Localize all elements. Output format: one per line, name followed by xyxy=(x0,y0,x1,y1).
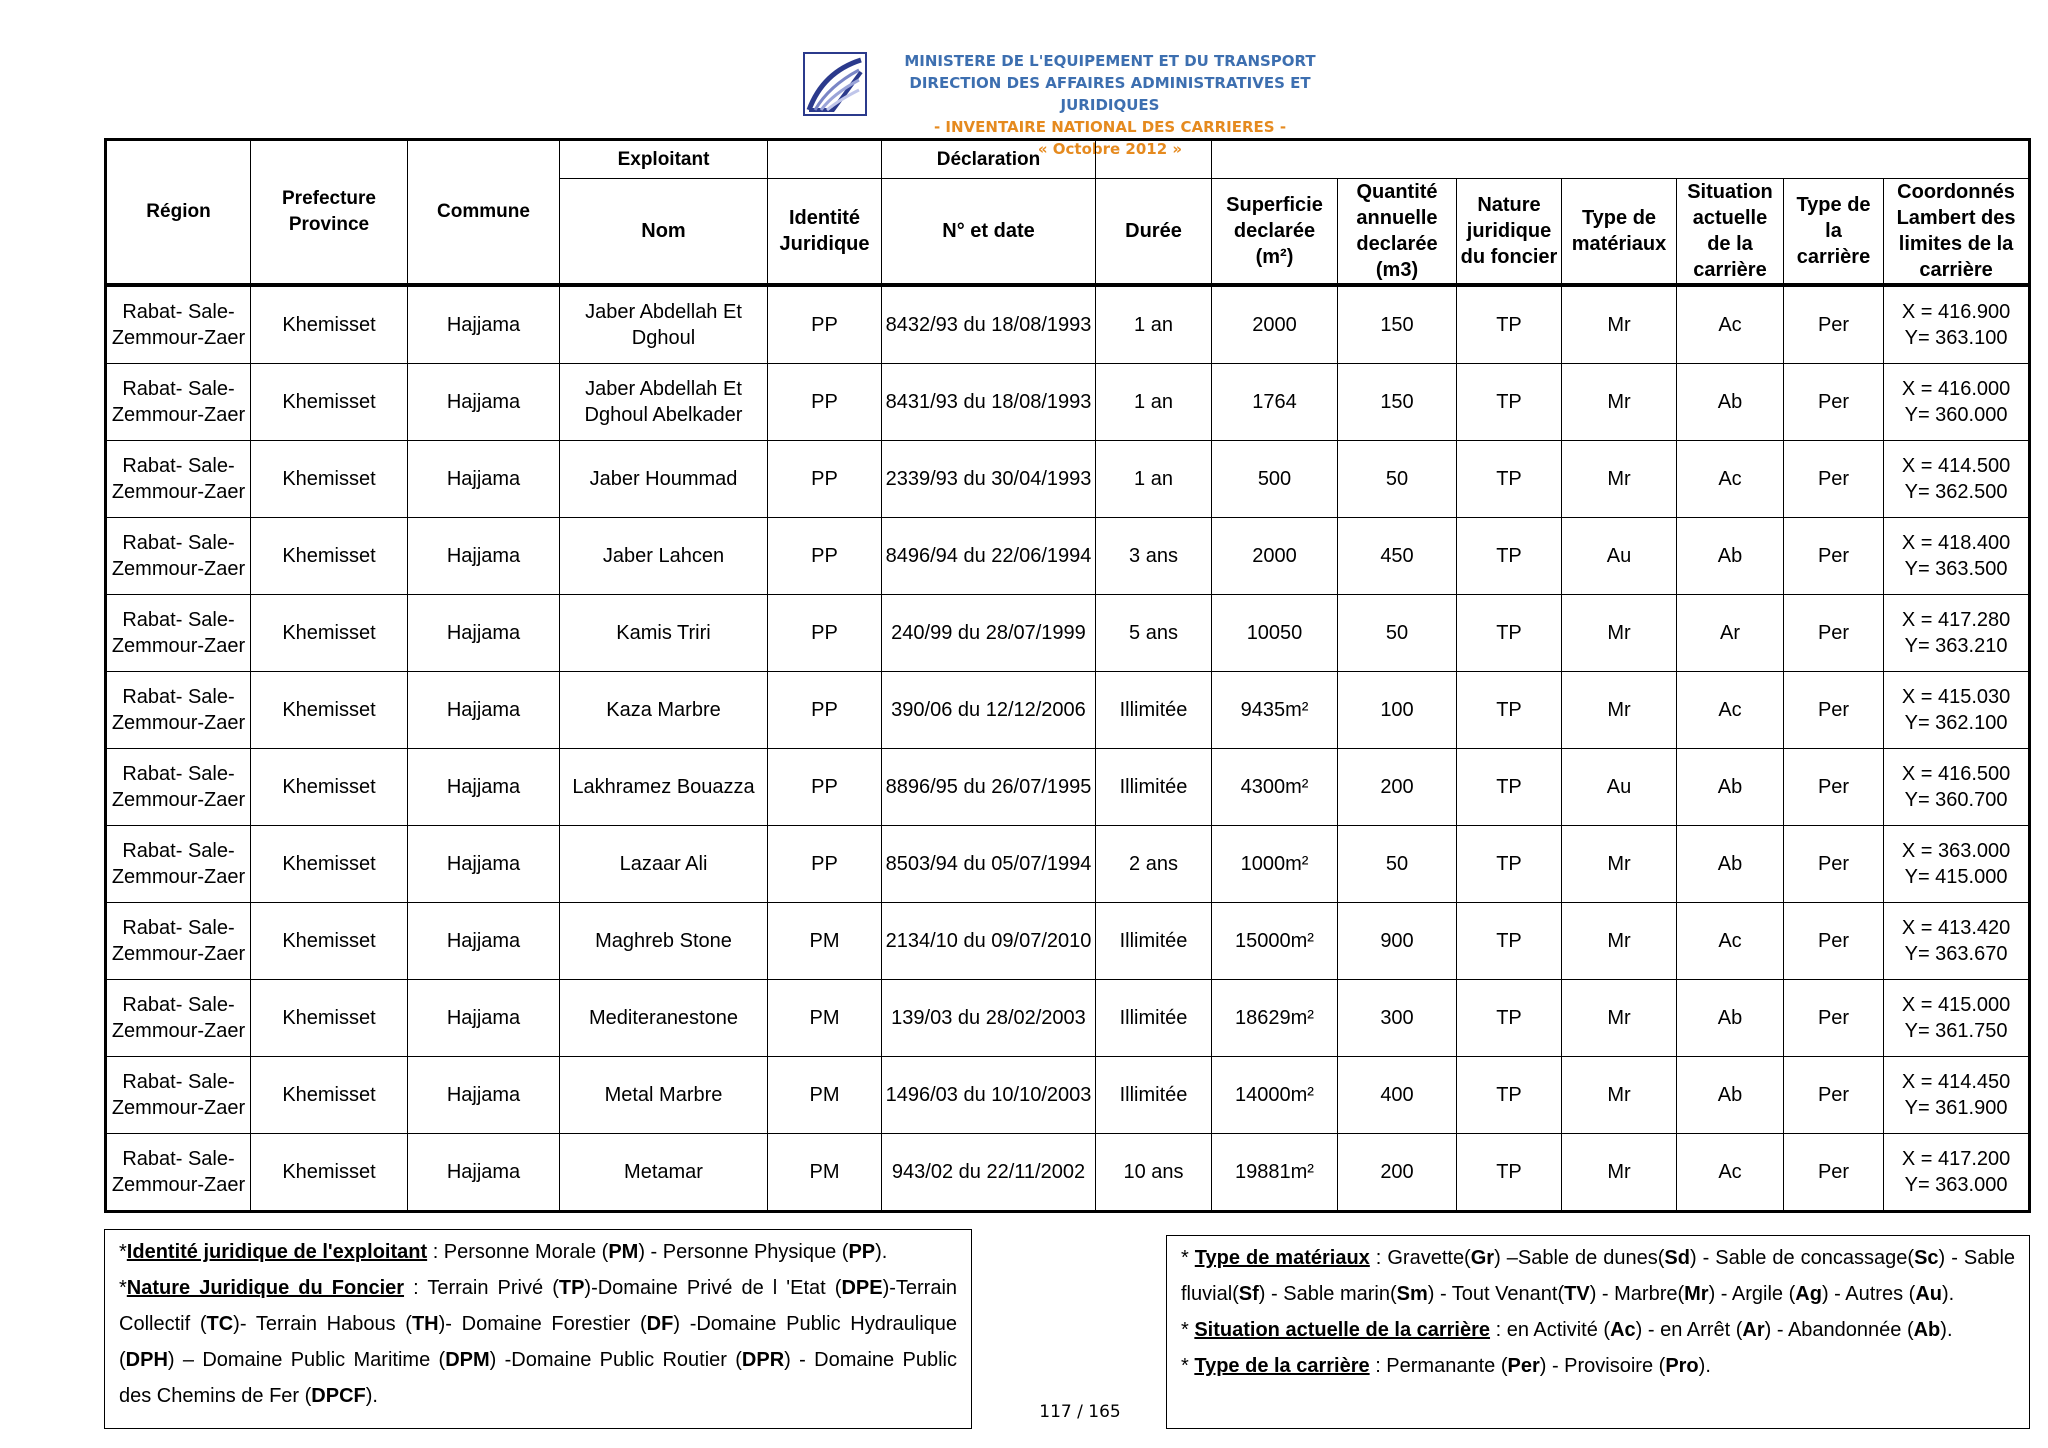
cell-superficie: 2000 xyxy=(1212,285,1338,364)
coord-x: X = 416.900 xyxy=(1901,301,2011,323)
cell-nom: Metamar xyxy=(560,1134,768,1212)
coord-y: Y= 360.700 xyxy=(1904,789,2008,811)
legend-left xyxy=(104,1229,972,1429)
cell-prefecture: Khemisset xyxy=(251,903,408,980)
table-body xyxy=(106,285,2030,1212)
group-header-declaration: Déclaration xyxy=(882,140,1096,179)
cell-duree: 1 an xyxy=(1096,364,1212,441)
cell-duree: 10 ans xyxy=(1096,1134,1212,1212)
cell-type-materiaux: Mr xyxy=(1562,1057,1677,1134)
cell-superficie: 4300m² xyxy=(1212,749,1338,826)
coord-x: X = 414.500 xyxy=(1901,455,2011,477)
cell-type-carriere: Per xyxy=(1784,595,1884,672)
cell-num-date: 8896/95 du 26/07/1995 xyxy=(882,749,1096,826)
cell-type-carriere: Per xyxy=(1784,980,1884,1057)
cell-commune: Hajjama xyxy=(408,285,560,364)
coord-y: Y= 363.500 xyxy=(1904,558,2008,580)
cell-coordonnees xyxy=(1884,364,2030,441)
legend-identite: *Identité juridique de l'exploitant : Personne Morale (PM) - Personne Physique (PP). xyxy=(119,1241,888,1263)
cell-nom: Kaza Marbre xyxy=(560,672,768,749)
cell-num-date: 240/99 du 28/07/1999 xyxy=(882,595,1096,672)
legend-right xyxy=(1166,1235,2030,1429)
header-ministry: MINISTERE DE L'EQUIPEMENT ET DU TRANSPORT xyxy=(904,52,1316,70)
cell-type-carriere: Per xyxy=(1784,1057,1884,1134)
cell-duree: Illimitée xyxy=(1096,903,1212,980)
coord-x: X = 416.500 xyxy=(1901,763,2011,785)
col-header-coordonnees: Coordonnés Lambert des limites de la carrière xyxy=(1884,179,2030,286)
legend-situation-title: Situation actuelle de la carrière xyxy=(1194,1319,1491,1341)
cell-num-date: 1496/03 du 10/10/2003 xyxy=(882,1057,1096,1134)
cell-quantite: 50 xyxy=(1338,441,1457,518)
cell-duree: 2 ans xyxy=(1096,826,1212,903)
cell-nature: TP xyxy=(1457,980,1562,1057)
cell-prefecture: Khemisset xyxy=(251,518,408,595)
cell-situation: Ab xyxy=(1677,1057,1784,1134)
cell-prefecture: Khemisset xyxy=(251,595,408,672)
cell-commune: Hajjama xyxy=(408,441,560,518)
cell-duree: Illimitée xyxy=(1096,672,1212,749)
cell-identite: PP xyxy=(768,285,882,364)
legend-situation: * Situation actuelle de la carrière : en Activité (Ac) - en Arrêt (Ar) - Abandonnée (Ab). xyxy=(1181,1319,1953,1341)
header-date: « Octobre 2012 » xyxy=(1037,140,1183,158)
cell-duree: Illimitée xyxy=(1096,1057,1212,1134)
cell-nature: TP xyxy=(1457,285,1562,364)
coord-y: Y= 362.500 xyxy=(1904,481,2008,503)
cell-identite: PM xyxy=(768,1057,882,1134)
cell-identite: PP xyxy=(768,364,882,441)
cell-num-date: 2134/10 du 09/07/2010 xyxy=(882,903,1096,980)
cell-commune: Hajjama xyxy=(408,980,560,1057)
cell-region: Rabat- Sale-Zemmour-Zaer xyxy=(106,749,251,826)
cell-coordonnees xyxy=(1884,1134,2030,1212)
cell-nature: TP xyxy=(1457,518,1562,595)
cell-nom: Lakhramez Bouazza xyxy=(560,749,768,826)
quarry-inventory-table xyxy=(104,138,2031,1213)
cell-quantite: 150 xyxy=(1338,364,1457,441)
legend-identite-title: Identité juridique de l'exploitant xyxy=(126,1241,428,1263)
cell-prefecture: Khemisset xyxy=(251,1057,408,1134)
cell-commune: Hajjama xyxy=(408,595,560,672)
col-header-prefecture: Prefecture Province xyxy=(251,140,408,286)
legend-type-carriere: * Type de la carrière : Permanante (Per) - Provisoire (Pro). xyxy=(1181,1355,1711,1377)
legend-nature-text: : Terrain Privé (TP)-Domaine Privé de l 'Etat (DPE)-Terrain Collectif (TC)- Terrain Habous (TH)- Domaine Forestier (DF) -Domaine Public Hydraulique (DPH) – Domaine Public Maritime (DPM) -Domaine Public Routier (DPR) - Domaine Public des Chemins de Fer (DPCF). xyxy=(119,1277,958,1407)
legend-type-carriere-title: Type de la carrière xyxy=(1194,1355,1370,1377)
cell-prefecture: Khemisset xyxy=(251,980,408,1057)
group-header-exploitant: Exploitant xyxy=(560,140,768,179)
cell-superficie: 19881m² xyxy=(1212,1134,1338,1212)
col-header-identite: Identité Juridique xyxy=(768,179,882,286)
cell-type-materiaux: Mr xyxy=(1562,672,1677,749)
table-row xyxy=(106,749,2030,826)
cell-situation: Ab xyxy=(1677,749,1784,826)
coord-x: X = 415.000 xyxy=(1901,994,2011,1016)
cell-nature: TP xyxy=(1457,364,1562,441)
cell-prefecture: Khemisset xyxy=(251,1134,408,1212)
cell-type-materiaux: Mr xyxy=(1562,595,1677,672)
cell-superficie: 9435m² xyxy=(1212,672,1338,749)
cell-region: Rabat- Sale-Zemmour-Zaer xyxy=(106,826,251,903)
cell-quantite: 450 xyxy=(1338,518,1457,595)
cell-type-carriere: Per xyxy=(1784,749,1884,826)
col-header-quantite: Quantité annuelle declarée (m3) xyxy=(1338,179,1457,286)
cell-quantite: 300 xyxy=(1338,980,1457,1057)
cell-quantite: 400 xyxy=(1338,1057,1457,1134)
col-header-nom: Nom xyxy=(560,179,768,286)
cell-coordonnees xyxy=(1884,749,2030,826)
coord-x: X = 414.450 xyxy=(1901,1071,2011,1093)
cell-identite: PP xyxy=(768,595,882,672)
cell-num-date: 8503/94 du 05/07/1994 xyxy=(882,826,1096,903)
cell-region: Rabat- Sale-Zemmour-Zaer xyxy=(106,1057,251,1134)
cell-situation: Ac xyxy=(1677,1134,1784,1212)
cell-prefecture: Khemisset xyxy=(251,364,408,441)
cell-duree: 1 an xyxy=(1096,285,1212,364)
cell-commune: Hajjama xyxy=(408,749,560,826)
cell-type-carriere: Per xyxy=(1784,441,1884,518)
cell-quantite: 50 xyxy=(1338,595,1457,672)
coord-x: X = 415.030 xyxy=(1901,686,2011,708)
cell-prefecture: Khemisset xyxy=(251,749,408,826)
cell-num-date: 2339/93 du 30/04/1993 xyxy=(882,441,1096,518)
cell-type-materiaux: Au xyxy=(1562,749,1677,826)
cell-situation: Ac xyxy=(1677,441,1784,518)
cell-nature: TP xyxy=(1457,903,1562,980)
cell-coordonnees xyxy=(1884,826,2030,903)
cell-superficie: 14000m² xyxy=(1212,1057,1338,1134)
cell-coordonnees xyxy=(1884,1057,2030,1134)
col-header-commune: Commune xyxy=(408,140,560,286)
cell-commune: Hajjama xyxy=(408,826,560,903)
table-row xyxy=(106,285,2030,364)
cell-prefecture: Khemisset xyxy=(251,285,408,364)
cell-type-materiaux: Mr xyxy=(1562,364,1677,441)
coord-x: X = 416.000 xyxy=(1901,378,2011,400)
table-row xyxy=(106,903,2030,980)
cell-region: Rabat- Sale-Zemmour-Zaer xyxy=(106,441,251,518)
cell-nom: Jaber Hoummad xyxy=(560,441,768,518)
cell-situation: Ar xyxy=(1677,595,1784,672)
col-header-superficie: Superficie declarée (m²) xyxy=(1212,179,1338,286)
cell-nature: TP xyxy=(1457,749,1562,826)
cell-nature: TP xyxy=(1457,441,1562,518)
cell-duree: Illimitée xyxy=(1096,980,1212,1057)
cell-prefecture: Khemisset xyxy=(251,441,408,518)
legend-situation-text: : en Activité (Ac) - en Arrêt (Ar) - Abandonnée (Ab). xyxy=(1490,1319,1953,1341)
cell-identite: PM xyxy=(768,1134,882,1212)
cell-commune: Hajjama xyxy=(408,903,560,980)
ministry-logo-icon xyxy=(803,52,867,116)
cell-region: Rabat- Sale-Zemmour-Zaer xyxy=(106,595,251,672)
cell-nature: TP xyxy=(1457,672,1562,749)
cell-commune: Hajjama xyxy=(408,672,560,749)
cell-type-materiaux: Mr xyxy=(1562,441,1677,518)
cell-identite: PP xyxy=(768,826,882,903)
table-row xyxy=(106,826,2030,903)
cell-type-materiaux: Mr xyxy=(1562,903,1677,980)
cell-commune: Hajjama xyxy=(408,1057,560,1134)
table-row xyxy=(106,1057,2030,1134)
cell-num-date: 8432/93 du 18/08/1993 xyxy=(882,285,1096,364)
cell-situation: Ab xyxy=(1677,364,1784,441)
cell-superficie: 1764 xyxy=(1212,364,1338,441)
col-header-situation: Situation actuelle de la carrière xyxy=(1677,179,1784,286)
cell-identite: PP xyxy=(768,749,882,826)
cell-coordonnees xyxy=(1884,980,2030,1057)
cell-region: Rabat- Sale-Zemmour-Zaer xyxy=(106,285,251,364)
document-header xyxy=(0,48,2048,158)
cell-identite: PP xyxy=(768,441,882,518)
page-number: 117 / 165 xyxy=(1039,1402,1121,1422)
cell-type-carriere: Per xyxy=(1784,364,1884,441)
cell-nature: TP xyxy=(1457,1134,1562,1212)
table-row xyxy=(106,980,2030,1057)
coord-y: Y= 363.000 xyxy=(1904,1174,2008,1196)
cell-quantite: 50 xyxy=(1338,826,1457,903)
cell-type-materiaux: Mr xyxy=(1562,980,1677,1057)
cell-nom: Metal Marbre xyxy=(560,1057,768,1134)
cell-nom: Jaber Abdellah Et Dghoul xyxy=(560,285,768,364)
cell-superficie: 18629m² xyxy=(1212,980,1338,1057)
cell-situation: Ab xyxy=(1677,980,1784,1057)
col-header-duree: Durée xyxy=(1096,179,1212,286)
coord-y: Y= 363.670 xyxy=(1904,943,2008,965)
table-group-header-row xyxy=(106,140,2030,179)
cell-type-materiaux: Mr xyxy=(1562,285,1677,364)
legend-type-materiaux: * Type de matériaux : Gravette(Gr) –Sable de dunes(Sd) - Sable de concassage(Sc) - Sable fluvial(Sf) - Sable marin(Sm) - Tout Venant(TV) - Marbre(Mr) - Argile (Ag) - Autres (Au). xyxy=(1181,1247,2016,1305)
cell-nature: TP xyxy=(1457,1057,1562,1134)
cell-type-materiaux: Mr xyxy=(1562,826,1677,903)
cell-region: Rabat- Sale-Zemmour-Zaer xyxy=(106,980,251,1057)
cell-nom: Maghreb Stone xyxy=(560,903,768,980)
group-header-empty-3 xyxy=(1212,140,2030,179)
table-row xyxy=(106,1134,2030,1212)
cell-situation: Ac xyxy=(1677,903,1784,980)
cell-commune: Hajjama xyxy=(408,518,560,595)
coord-x: X = 417.280 xyxy=(1901,609,2011,631)
cell-type-carriere: Per xyxy=(1784,826,1884,903)
cell-identite: PM xyxy=(768,980,882,1057)
cell-quantite: 150 xyxy=(1338,285,1457,364)
cell-num-date: 139/03 du 28/02/2003 xyxy=(882,980,1096,1057)
table-row xyxy=(106,364,2030,441)
cell-nom: Mediteranestone xyxy=(560,980,768,1057)
col-header-num-date: N° et date xyxy=(882,179,1096,286)
coord-x: X = 417.200 xyxy=(1901,1148,2011,1170)
cell-region: Rabat- Sale-Zemmour-Zaer xyxy=(106,518,251,595)
cell-nom: Lazaar Ali xyxy=(560,826,768,903)
legend-type-carriere-text: : Permanante (Per) - Provisoire (Pro). xyxy=(1369,1355,1711,1377)
cell-prefecture: Khemisset xyxy=(251,672,408,749)
cell-coordonnees xyxy=(1884,518,2030,595)
cell-num-date: 8431/93 du 18/08/1993 xyxy=(882,364,1096,441)
cell-num-date: 390/06 du 12/12/2006 xyxy=(882,672,1096,749)
coord-x: X = 418.400 xyxy=(1901,532,2011,554)
cell-nom: Kamis Triri xyxy=(560,595,768,672)
cell-duree: 3 ans xyxy=(1096,518,1212,595)
cell-region: Rabat- Sale-Zemmour-Zaer xyxy=(106,903,251,980)
cell-num-date: 943/02 du 22/11/2002 xyxy=(882,1134,1096,1212)
col-header-region: Région xyxy=(106,140,251,286)
cell-type-carriere: Per xyxy=(1784,672,1884,749)
cell-coordonnees xyxy=(1884,285,2030,364)
cell-nom: Jaber Abdellah Et Dghoul Abelkader xyxy=(560,364,768,441)
cell-coordonnees xyxy=(1884,903,2030,980)
group-header-empty-2 xyxy=(1096,140,1212,179)
legend-nature-title: Nature Juridique du Foncier xyxy=(126,1277,405,1299)
cell-type-carriere: Per xyxy=(1784,903,1884,980)
cell-nature: TP xyxy=(1457,826,1562,903)
cell-superficie: 10050 xyxy=(1212,595,1338,672)
cell-region: Rabat- Sale-Zemmour-Zaer xyxy=(106,364,251,441)
cell-region: Rabat- Sale-Zemmour-Zaer xyxy=(106,672,251,749)
col-header-nature: Nature juridique du foncier xyxy=(1457,179,1562,286)
cell-quantite: 200 xyxy=(1338,1134,1457,1212)
table-row xyxy=(106,441,2030,518)
coord-x: X = 413.420 xyxy=(1901,917,2011,939)
cell-num-date: 8496/94 du 22/06/1994 xyxy=(882,518,1096,595)
cell-identite: PM xyxy=(768,903,882,980)
cell-type-carriere: Per xyxy=(1784,1134,1884,1212)
cell-commune: Hajjama xyxy=(408,364,560,441)
legend-type-materiaux-title: Type de matériaux xyxy=(1194,1247,1370,1269)
legend-identite-text: : Personne Morale (PM) - Personne Physique (PP). xyxy=(427,1241,888,1263)
cell-coordonnees xyxy=(1884,672,2030,749)
coord-x: X = 363.000 xyxy=(1901,840,2011,862)
cell-identite: PP xyxy=(768,518,882,595)
group-header-empty-1 xyxy=(768,140,882,179)
cell-duree: Illimitée xyxy=(1096,749,1212,826)
header-direction: DIRECTION DES AFFAIRES ADMINISTRATIVES ET JURIDIQUES xyxy=(909,74,1311,114)
coord-y: Y= 363.100 xyxy=(1904,327,2008,349)
cell-situation: Ab xyxy=(1677,826,1784,903)
coord-y: Y= 360.000 xyxy=(1904,404,2008,426)
table-row xyxy=(106,595,2030,672)
legend-type-materiaux-text: : Gravette(Gr) –Sable de dunes(Sd) - Sable de concassage(Sc) - Sable fluvial(Sf) - Sable marin(Sm) - Tout Venant(TV) - Marbre(Mr) - Argile (Ag) - Autres (Au). xyxy=(1181,1247,2016,1305)
cell-nature: TP xyxy=(1457,595,1562,672)
col-header-type-carriere: Type de la carrière xyxy=(1784,179,1884,286)
cell-duree: 5 ans xyxy=(1096,595,1212,672)
coord-y: Y= 363.210 xyxy=(1904,635,2008,657)
cell-type-carriere: Per xyxy=(1784,518,1884,595)
cell-quantite: 900 xyxy=(1338,903,1457,980)
cell-superficie: 500 xyxy=(1212,441,1338,518)
col-header-type-materiaux: Type de matériaux xyxy=(1562,179,1677,286)
cell-situation: Ac xyxy=(1677,672,1784,749)
legend-nature: *Nature Juridique du Foncier : Terrain Privé (TP)-Domaine Privé de l 'Etat (DPE)-Terrain Collectif (TC)- Terrain Habous (TH)- Domaine Forestier (DF) -Domaine Public Hydraulique (DPH) – Domaine Public Maritime (DPM) -Domaine Public Routier (DPR) - Domaine Public des Chemins de Fer (DPCF). xyxy=(119,1277,958,1407)
cell-type-materiaux: Mr xyxy=(1562,1134,1677,1212)
cell-situation: Ac xyxy=(1677,285,1784,364)
table-row xyxy=(106,672,2030,749)
cell-region: Rabat- Sale-Zemmour-Zaer xyxy=(106,1134,251,1212)
cell-superficie: 1000m² xyxy=(1212,826,1338,903)
cell-prefecture: Khemisset xyxy=(251,826,408,903)
cell-superficie: 2000 xyxy=(1212,518,1338,595)
cell-superficie: 15000m² xyxy=(1212,903,1338,980)
cell-quantite: 100 xyxy=(1338,672,1457,749)
cell-commune: Hajjama xyxy=(408,1134,560,1212)
table-row xyxy=(106,518,2030,595)
cell-duree: 1 an xyxy=(1096,441,1212,518)
cell-coordonnees xyxy=(1884,595,2030,672)
cell-identite: PP xyxy=(768,672,882,749)
header-inventory: - INVENTAIRE NATIONAL DES CARRIERES - xyxy=(933,118,1287,136)
cell-coordonnees xyxy=(1884,441,2030,518)
coord-y: Y= 362.100 xyxy=(1904,712,2008,734)
coord-y: Y= 415.000 xyxy=(1904,866,2008,888)
cell-nom: Jaber Lahcen xyxy=(560,518,768,595)
cell-type-materiaux: Au xyxy=(1562,518,1677,595)
cell-type-carriere: Per xyxy=(1784,285,1884,364)
coord-y: Y= 361.750 xyxy=(1904,1020,2008,1042)
cell-situation: Ab xyxy=(1677,518,1784,595)
coord-y: Y= 361.900 xyxy=(1904,1097,2008,1119)
cell-quantite: 200 xyxy=(1338,749,1457,826)
